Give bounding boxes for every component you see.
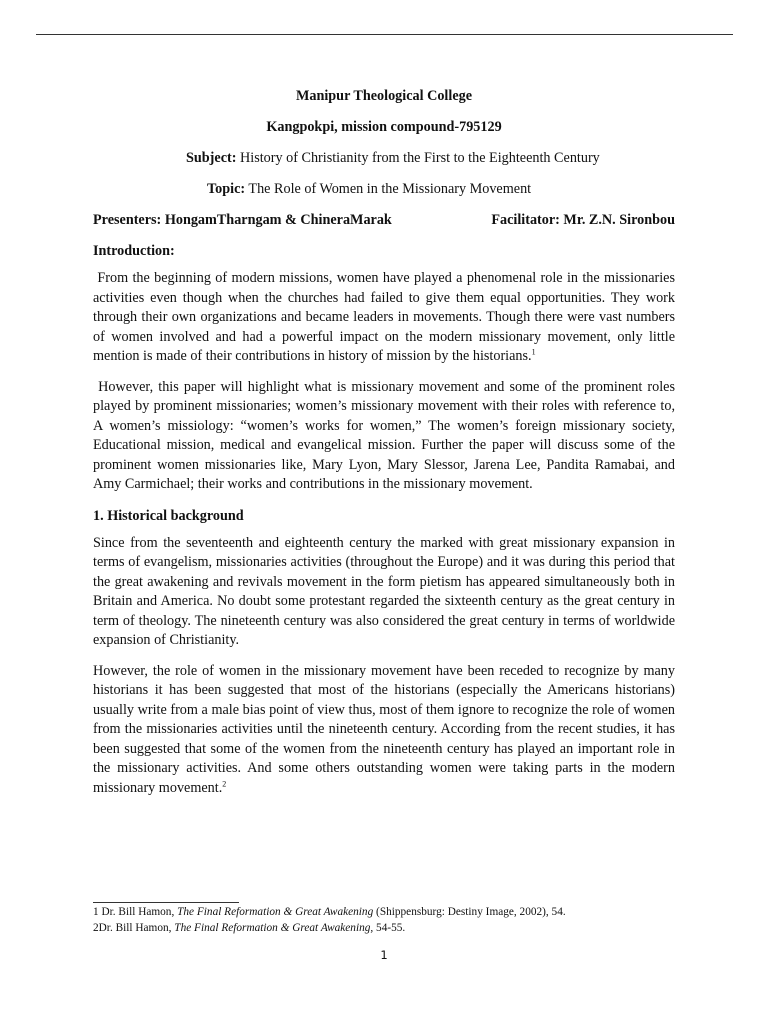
college-name: Manipur Theological College	[295, 88, 473, 104]
section-paragraph: Since from the seventeenth and eighteenth century the marked with great missionary expansion in terms of evangelism, missionaries activities (throughout the Europe) and it was during this period that the great awakening and revivals movement in the form pietism has appeared simultaneously both in Britain and America. No doubt some protestant regarded the sixteenth century as the great century in term of theology. The nineteenth century was also considered the great century in terms of worldwide expansion of Christianity.	[93, 534, 675, 648]
footnotes	[93, 905, 693, 936]
footnote-2: 2Dr. Bill Hamon, The Final Reformation & Great Awakening, 54-55.	[93, 921, 406, 934]
subject-text: History of Christianity from the First to the Eighteenth Century	[240, 150, 600, 166]
introduction-paragraph: From the beginning of modern missions, women have played a phenomenal role in the missionaries activities even though when the churches had failed to give them equal opportunities. They work through their own organizations and became leaders in movements. Though there were vast numbers of women involved and had a powerful impact on the modern missionary movement, only little mention is made of their contributions in history of mission by the historians.$^1$	[93, 270, 675, 364]
document-page	[93, 86, 675, 809]
facilitator: Facilitator: Mr. Z.N. Sironbou	[491, 212, 675, 228]
footnote-separator	[93, 902, 239, 903]
presenters-line	[93, 210, 675, 241]
subject-label: Subject:	[186, 150, 237, 166]
footnote-ref-2[interactable]: 2	[222, 778, 227, 788]
header-rule	[36, 34, 733, 35]
topic-label: Topic:	[207, 181, 246, 197]
subject-line	[93, 148, 675, 179]
college-address: Kangpokpi, mission compound-795129	[266, 119, 502, 135]
presenters: Presenters: HongamTharngam & ChineraMarak	[93, 212, 392, 228]
introduction-paragraph: However, this paper will highlight what is missionary movement and some of the prominent roles played by prominent missionaries; women’s missionary movement with their roles with reference to, A women’s missiology: “women’s works for women,” The women’s foreign missionary society, Educational mission, medical and evangelical mission. Further the paper will discuss some of the prominent women missionaries like, Mary Lyon, Mary Slessor, Jarena Lee, Pandita Ramabai, and Amy Carmichael; their works and contributions in the missionary movement.	[93, 378, 675, 492]
page-number: 1	[380, 948, 388, 962]
section-paragraph: However, the role of women in the missionary movement have been receded to recognize by many historians it has been suggested that most of the historians (especially the Americans historians) usually write from a male bias point of view thus, most of them ignore to recognize the role of women from the missionaries activities until the nineteenth century. According from the recent studies, it has been suggested that some of the women from the nineteenth century has played an important role in the missionary activities. And some others outstanding women were taking parts in the modern missionary movement.$^2$	[93, 662, 675, 796]
footnote-1: 1 Dr. Bill Hamon, The Final Reformation & Great Awakening (Shippensburg: Destiny Image, 2002), 54.	[93, 906, 566, 918]
topic-text: The Role of Women in the Missionary Movement	[248, 181, 532, 197]
section-heading: 1. Historical background	[93, 507, 244, 524]
footnote-ref-1[interactable]: 1	[531, 347, 536, 357]
topic-line	[93, 179, 675, 210]
introduction-heading: Introduction:	[93, 243, 175, 259]
